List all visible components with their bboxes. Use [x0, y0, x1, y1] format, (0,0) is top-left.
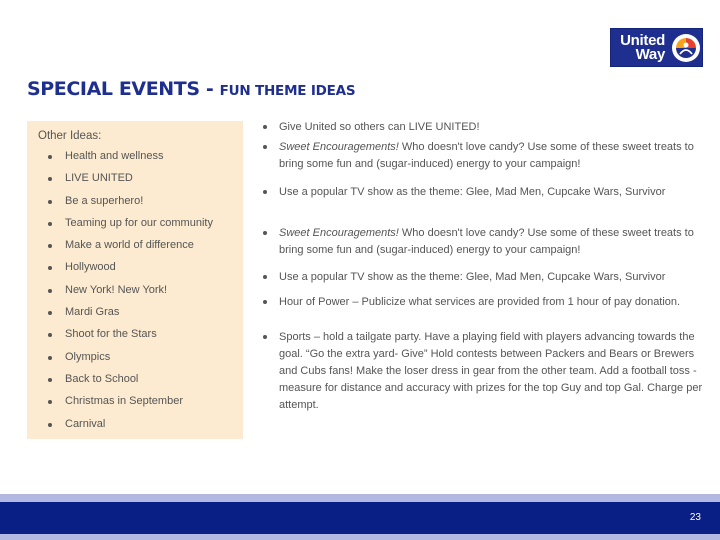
theme-idea-item: [262, 139, 709, 173]
theme-idea-text: Use a popular TV show as the theme: Glee, Mad Men, Cupcake Wars, Survivor: [279, 271, 666, 283]
theme-idea-item: [262, 329, 709, 414]
list-item: Hollywood: [38, 261, 243, 283]
list-item: New York! New York!: [38, 284, 243, 306]
page-title: [27, 78, 355, 100]
united-way-logo: [610, 28, 703, 67]
list-item: Shoot for the Stars: [38, 328, 243, 350]
footer-bottom-strip: [0, 534, 720, 540]
list-item: Health and wellness: [38, 150, 243, 172]
theme-idea-lead: Sweet Encouragements!: [279, 141, 399, 153]
other-ideas-panel: [27, 121, 243, 439]
footer-divider: [0, 494, 720, 502]
other-ideas-list: [38, 150, 243, 440]
list-item: Olympics: [38, 351, 243, 373]
logo-line-1: United: [620, 31, 665, 49]
theme-idea-lead: Sweet Encouragements!: [279, 227, 399, 239]
list-item: Carnival: [38, 418, 243, 440]
footer-bar: [0, 502, 720, 534]
list-item: Christmas in September: [38, 395, 243, 417]
theme-idea-text: Who doesn't love candy? Use some of these sweet treats to bring some fun and (sugar-induced) energy to your campaign!: [279, 227, 694, 256]
page-number: 23: [689, 512, 701, 523]
theme-idea-item: [262, 184, 709, 201]
united-way-emblem-icon: [671, 33, 701, 63]
list-item: Be a superhero!: [38, 195, 243, 217]
logo-line-2: Way: [635, 45, 665, 63]
other-ideas-heading: Other Ideas:: [38, 130, 102, 142]
list-item: Teaming up for our community: [38, 217, 243, 239]
theme-idea-text: Give United so others can LIVE UNITED!: [279, 121, 480, 133]
list-item: LIVE UNITED: [38, 172, 243, 194]
theme-idea-text: Hour of Power – Publicize what services are provided from 1 hour of pay donation.: [279, 296, 681, 308]
theme-idea-item: [262, 294, 709, 311]
logo-wordmark: [613, 31, 665, 63]
theme-idea-item: [262, 269, 709, 286]
list-item: Back to School: [38, 373, 243, 395]
list-item: Mardi Gras: [38, 306, 243, 328]
theme-idea-text: Use a popular TV show as the theme: Glee, Mad Men, Cupcake Wars, Survivor: [279, 186, 666, 198]
page-title-sub: FUN THEME IDEAS: [219, 83, 356, 99]
theme-idea-item: [262, 119, 709, 136]
page-title-main: SPECIAL EVENTS -: [27, 78, 220, 100]
list-item: Make a world of difference: [38, 239, 243, 261]
theme-idea-text: Sports – hold a tailgate party. Have a playing field with players advancing towards the goal. “Go the extra yard- Give” Hold contests between Packers and Bears or Brewers and Cubs fans! Make the loser dress in gear from the other team. Add a football toss - measure for distance and accuracy with prizes for the top Guy and top Gal. Charge per attempt.: [279, 331, 703, 411]
theme-idea-item: [262, 225, 709, 259]
theme-idea-text: Who doesn't love candy? Use some of these sweet treats to bring some fun and (sugar-induced) energy to your campaign!: [279, 141, 694, 170]
